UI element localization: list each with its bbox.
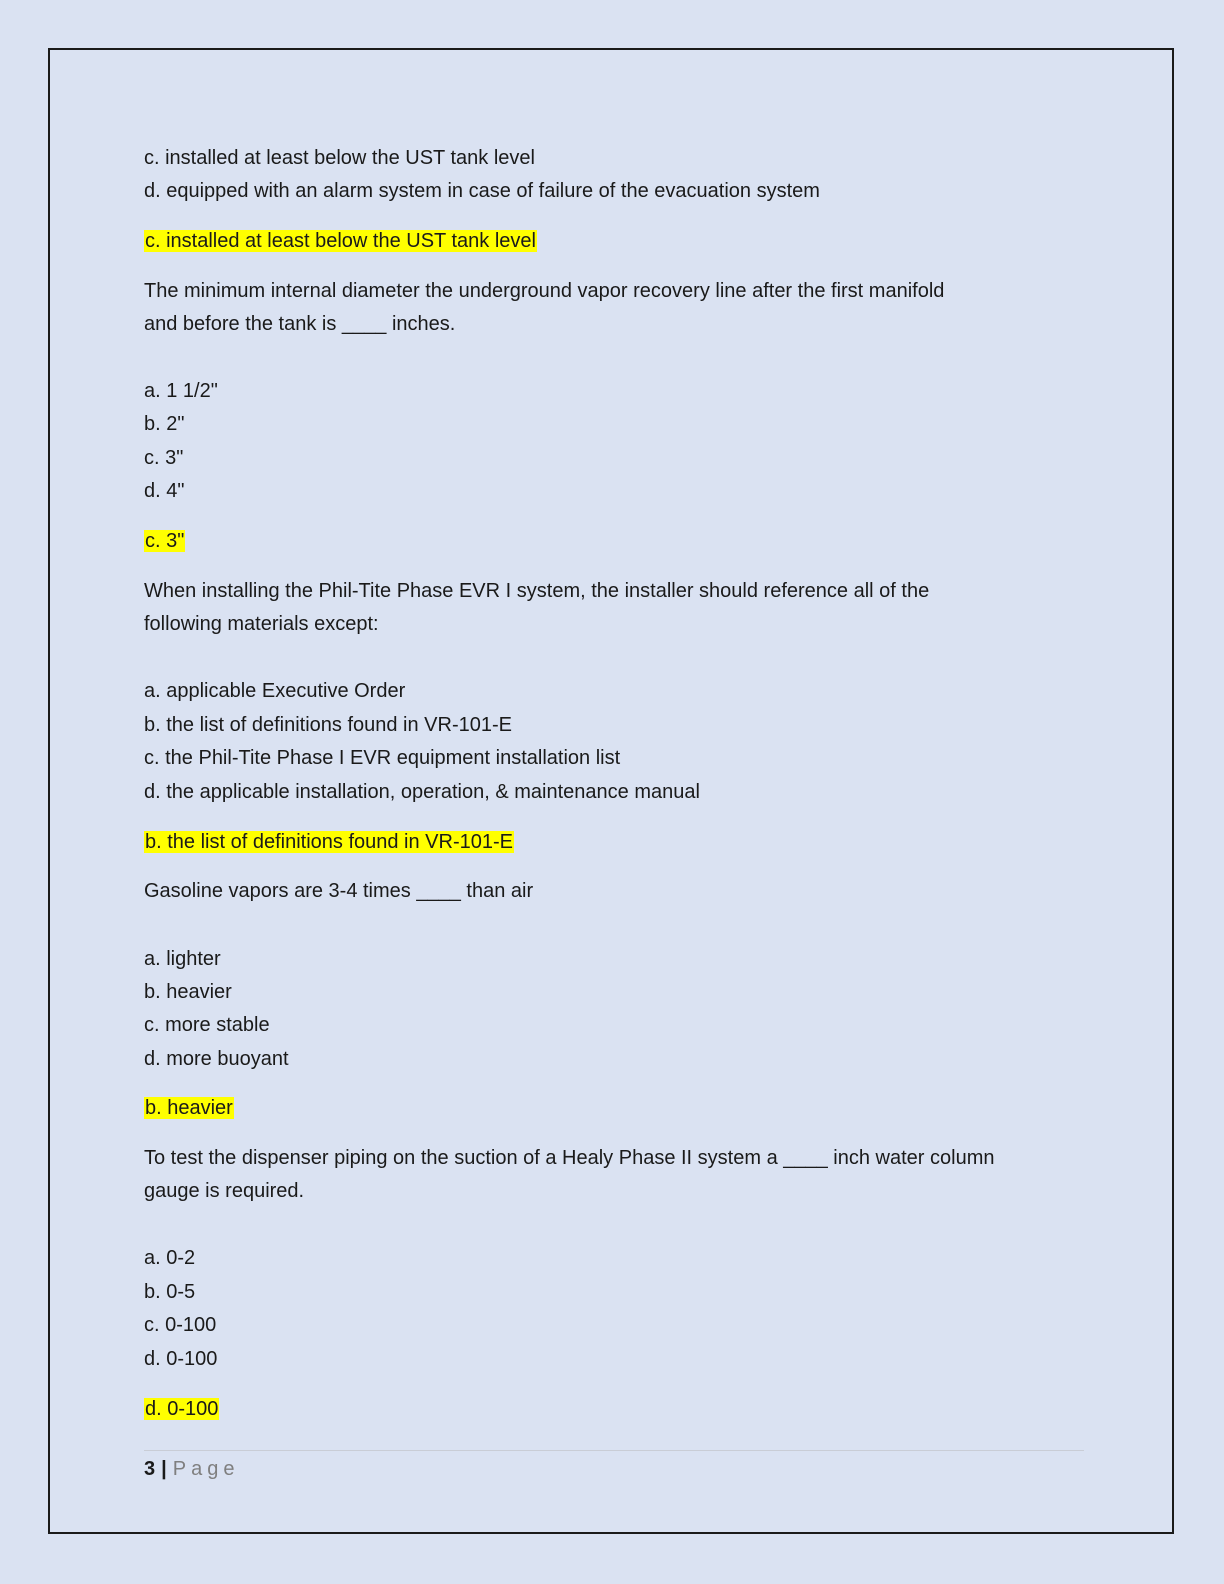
answer-option: c. the Phil-Tite Phase I EVR equipment installation list: [144, 747, 621, 769]
question-text: When installing the Phil-Tite Phase EVR I system, the installer should reference all of the: [144, 580, 930, 602]
answer-option: a. 0-2: [144, 1247, 196, 1269]
answer-option: c. 0-100: [144, 1314, 217, 1336]
footer-separator: |: [161, 1458, 167, 1480]
answer-option: d. 0-100: [144, 1348, 218, 1370]
correct-answer: [144, 1396, 219, 1422]
page-label: Page: [172, 1458, 240, 1480]
correct-answer-highlight: d. 0-100: [145, 1398, 219, 1420]
answer-option: c. more stable: [144, 1014, 270, 1036]
correct-answer: [144, 228, 537, 254]
answer-option: d. more buoyant: [144, 1048, 289, 1070]
correct-answer: [144, 528, 185, 554]
correct-answer-highlight: b. the list of definitions found in VR-101-E: [145, 831, 513, 853]
question-text: To test the dispenser piping on the suction of a Healy Phase II system a ____ inch water column: [144, 1147, 995, 1169]
answer-option: d. equipped with an alarm system in case of failure of the evacuation system: [144, 180, 820, 202]
page-footer: [144, 1456, 239, 1482]
answer-option: a. lighter: [144, 948, 221, 970]
answer-option: b. heavier: [144, 981, 232, 1003]
correct-answer-highlight: b. heavier: [145, 1097, 233, 1119]
footer-divider: [144, 1450, 1084, 1451]
answer-option: a. applicable Executive Order: [144, 680, 406, 702]
question-text: The minimum internal diameter the underground vapor recovery line after the first manifold: [144, 280, 945, 302]
answer-option: c. 3": [144, 447, 184, 469]
page-number: 3: [144, 1458, 156, 1480]
answer-option: d. 4": [144, 480, 185, 502]
correct-answer-highlight: c. installed at least below the UST tank level: [145, 230, 536, 252]
question-text: gauge is required.: [144, 1180, 305, 1202]
answer-option: a. 1 1/2": [144, 380, 218, 402]
question-text: Gasoline vapors are 3-4 times ____ than air: [144, 880, 534, 902]
question-text: following materials except:: [144, 613, 379, 635]
answer-option: b. the list of definitions found in VR-101-E: [144, 714, 512, 736]
correct-answer-highlight: c. 3": [145, 530, 185, 552]
answer-option: d. the applicable installation, operation, & maintenance manual: [144, 781, 700, 803]
answer-option: b. 0-5: [144, 1281, 196, 1303]
correct-answer: [144, 829, 514, 855]
correct-answer: [144, 1095, 234, 1121]
question-text: and before the tank is ____ inches.: [144, 313, 456, 335]
answer-option: b. 2": [144, 413, 185, 435]
answer-option: c. installed at least below the UST tank level: [144, 147, 535, 169]
